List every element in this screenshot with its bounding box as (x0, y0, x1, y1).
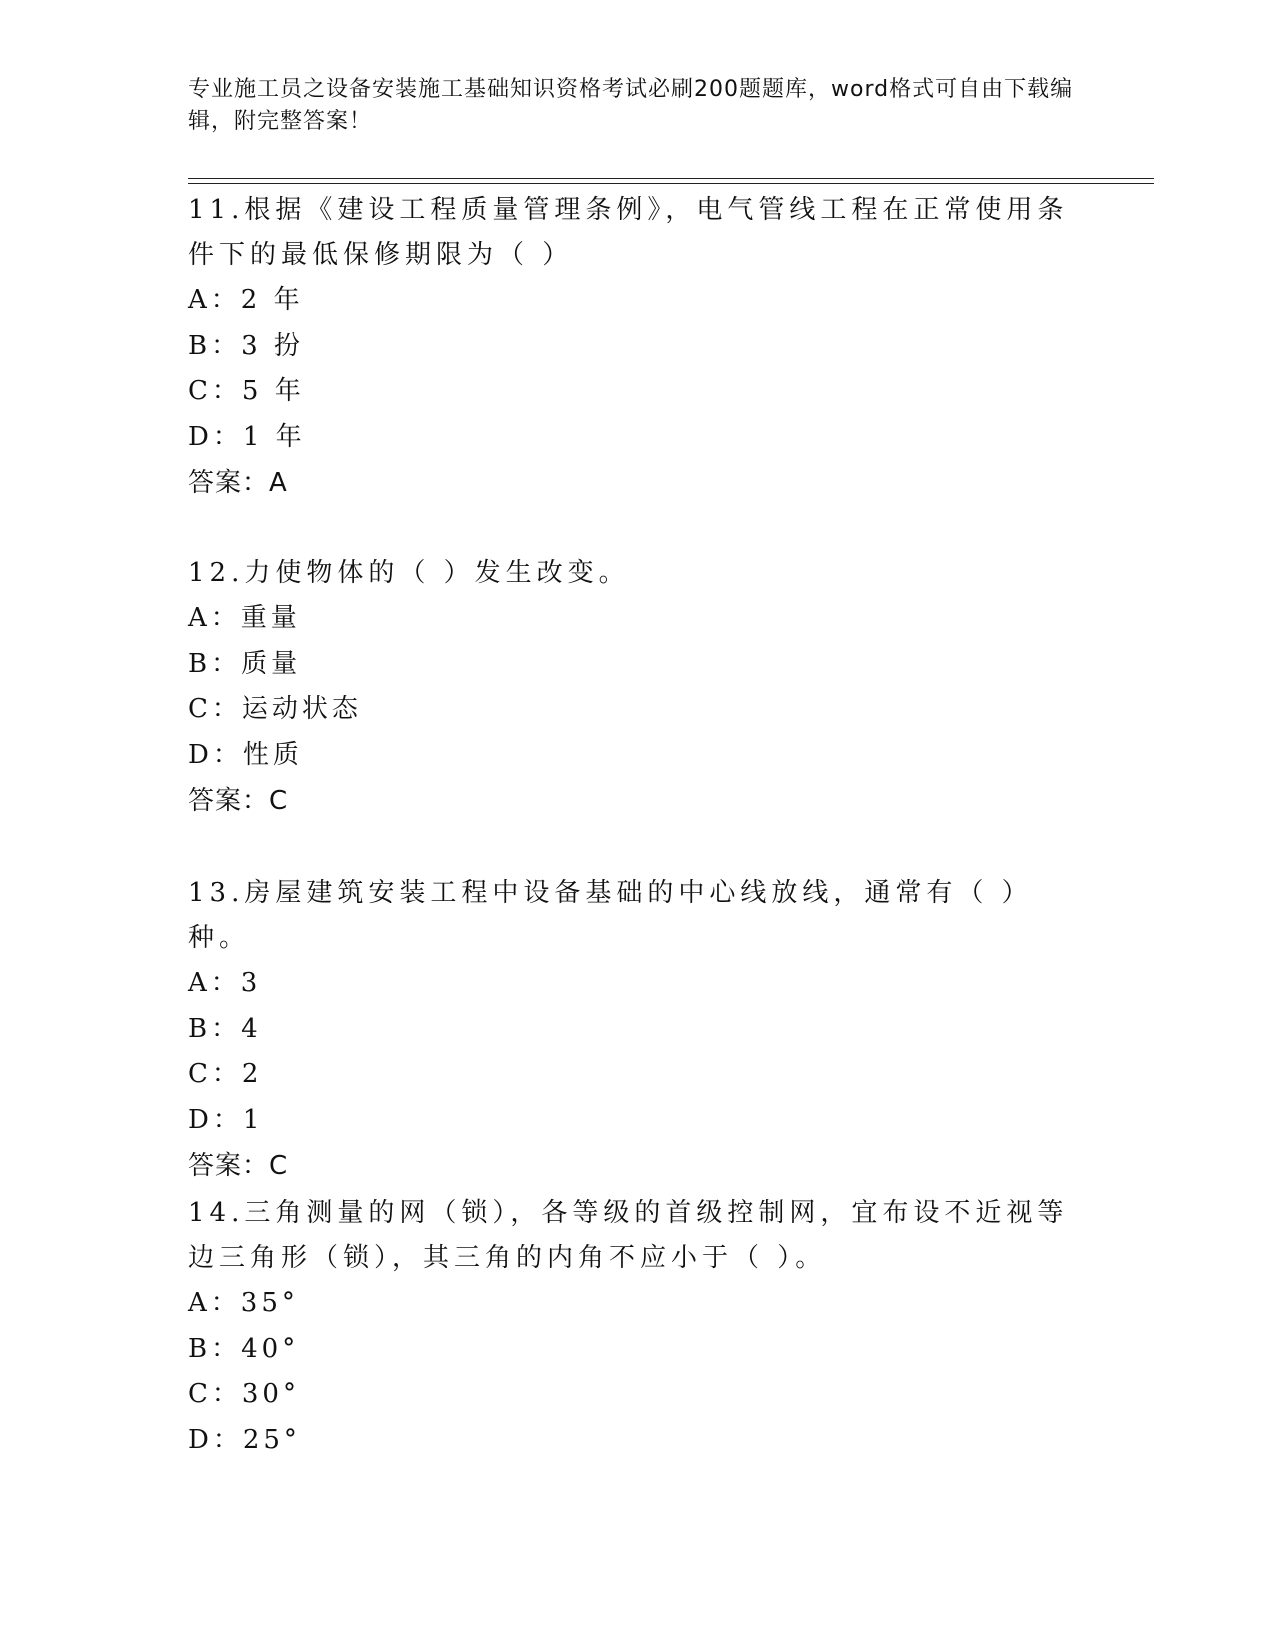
document-header: 专业施工员之设备安装施工基础知识资格考试必刷200题题库，word格式可自由下载编辑，附完整答案！ (188, 77, 1074, 134)
option-c: C：5 年 (188, 376, 305, 406)
question-stem: 13.房屋建筑安装工程中设备基础的中心线放线，通常有（ ）种。 (188, 878, 1033, 953)
option-c: C：30° (188, 1379, 300, 1409)
option-d: D：25° (188, 1424, 301, 1455)
question-12 (188, 551, 1088, 824)
option-a: A：重量 (188, 603, 301, 633)
header-divider-top (188, 178, 1154, 179)
option-b: B：3 扮 (188, 330, 304, 361)
answer: 答案：C (188, 1151, 289, 1181)
question-13 (188, 871, 1088, 1189)
option-a: A：2 年 (188, 285, 304, 315)
question-stem: 12.力使物体的（ ）发生改变。 (188, 558, 630, 588)
header-divider-bottom (188, 183, 1154, 184)
option-c: C：2 (188, 1059, 263, 1089)
option-b: B：4 (188, 1013, 262, 1044)
option-c: C：运动状态 (188, 694, 362, 724)
option-a: A：35° (188, 1288, 299, 1318)
option-b: B：质量 (188, 648, 302, 679)
option-a: A：3 (188, 968, 262, 998)
answer: 答案：C (188, 786, 289, 816)
option-d: D：1 (188, 1104, 264, 1135)
option-d: D：1 年 (188, 421, 306, 452)
question-stem: 14.三角测量的网（锁），各等级的首级控制网，宜布设不近视等边三角形（锁），其三角的内角不应小于（ ）。 (188, 1198, 1069, 1273)
question-14 (188, 1191, 1088, 1463)
answer: 答案：A (188, 468, 288, 498)
question-11 (188, 188, 1088, 506)
question-stem: 11.根据《建设工程质量管理条例》，电气管线工程在正常使用条件下的最低保修期限为（ ） (188, 195, 1069, 270)
option-b: B：40° (188, 1333, 300, 1364)
option-d: D：性质 (188, 739, 303, 770)
